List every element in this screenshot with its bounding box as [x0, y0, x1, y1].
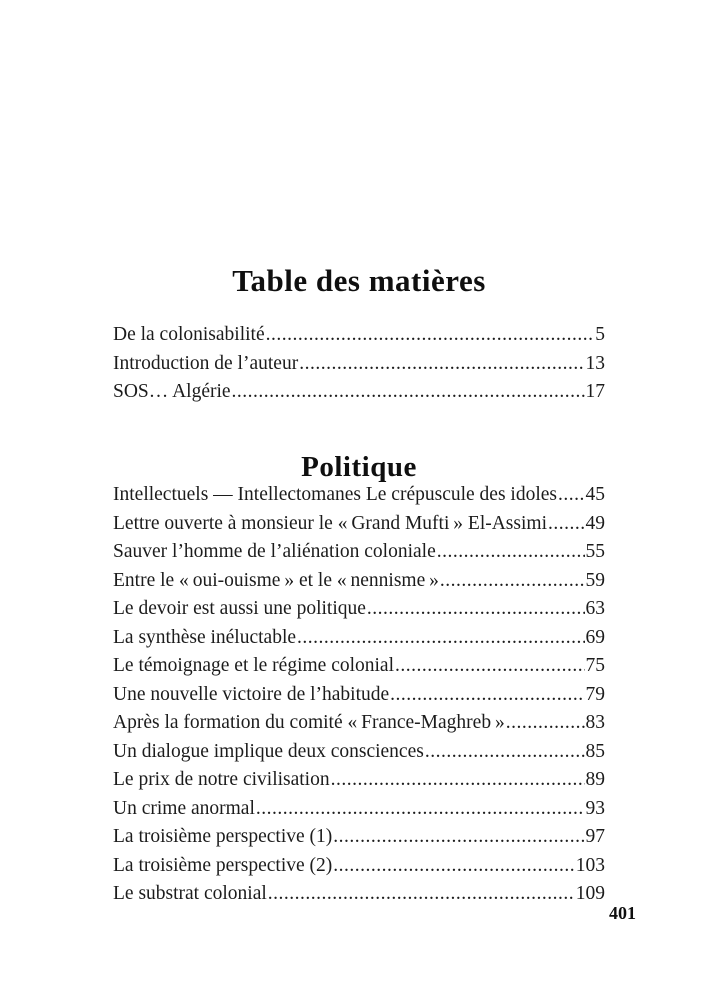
toc-entry-page: 83 — [585, 712, 605, 733]
dot-leader — [440, 567, 585, 596]
toc-entry — [113, 652, 605, 681]
toc-entry-page: 17 — [585, 381, 605, 402]
toc-entry — [113, 624, 605, 653]
toc-entry-label: Un crime anormal — [113, 797, 255, 819]
dot-leader — [390, 681, 584, 710]
toc-entry-label: Le témoignage et le régime colonial — [113, 655, 395, 676]
toc-entry-label: Introduction de l’auteur — [113, 352, 299, 374]
toc-entry — [113, 538, 605, 567]
toc-entry-page: 59 — [585, 569, 605, 591]
toc-entry — [113, 795, 605, 824]
dot-leader — [232, 378, 585, 407]
toc-entry — [113, 481, 605, 510]
page-number: 401 — [609, 903, 636, 923]
toc-entry — [113, 510, 605, 539]
dot-leader — [367, 595, 585, 624]
dot-leader — [333, 852, 574, 881]
toc-entry — [113, 350, 605, 379]
dot-leader — [395, 652, 584, 681]
toc-entry-label: Intellectuels — Intellectomanes Le crépuscule des idoles — [113, 484, 557, 505]
dot-leader — [299, 350, 584, 379]
toc-entry-page: 89 — [585, 769, 605, 790]
toc-entry-page: 45 — [585, 484, 605, 505]
dot-leader — [333, 823, 584, 852]
toc-entry-page: 103 — [575, 854, 605, 876]
dot-leader — [558, 481, 585, 510]
toc-politique-list — [113, 481, 605, 909]
toc-entry-label: Entre le « oui-ouisme » et le « nennisme » — [113, 569, 439, 591]
toc-entry — [113, 681, 605, 710]
dot-leader — [425, 738, 585, 767]
section-heading-politique: Politique — [301, 451, 417, 484]
toc-entry — [113, 709, 605, 738]
toc-entry — [113, 321, 605, 350]
toc-entry-page: 63 — [585, 598, 605, 619]
toc-entry-label: Le devoir est aussi une politique — [113, 598, 366, 619]
toc-entry — [113, 880, 605, 909]
toc-entry-label: La troisième perspective (1) — [113, 826, 333, 847]
dot-leader — [437, 538, 585, 567]
toc-entry — [113, 766, 605, 795]
dot-leader — [256, 795, 585, 824]
toc-entry-label: Lettre ouverte à monsieur le « Grand Mufti » El-Assimi — [113, 512, 547, 534]
dot-leader — [506, 709, 585, 738]
dot-leader — [297, 624, 584, 653]
dot-leader — [266, 321, 595, 350]
dot-leader — [268, 880, 575, 909]
toc-entry — [113, 567, 605, 596]
toc-entry-label: La synthèse inéluctable — [113, 626, 297, 648]
toc-entry — [113, 378, 605, 407]
toc-entry-page: 79 — [585, 683, 605, 705]
toc-entry-label: La troisième perspective (2) — [113, 854, 333, 876]
toc-entry — [113, 823, 605, 852]
toc-entry-page: 97 — [585, 826, 605, 847]
toc-entry-label: De la colonisabilité — [113, 324, 265, 345]
toc-entry-label: SOS… Algérie — [113, 381, 231, 402]
toc-entry-page: 75 — [585, 655, 605, 676]
toc-front-list — [113, 321, 605, 407]
toc-entry-label: Le substrat colonial — [113, 883, 267, 904]
toc-entry-label: Le prix de notre civilisation — [113, 769, 330, 790]
toc-entry-page: 5 — [595, 324, 605, 345]
toc-entry-label: Sauver l’homme de l’aliénation coloniale — [113, 541, 436, 562]
toc-entry-page: 13 — [585, 352, 605, 374]
toc-entry — [113, 595, 605, 624]
toc-entry — [113, 852, 605, 881]
toc-entry — [113, 738, 605, 767]
page-title: Table des matières — [232, 262, 486, 298]
toc-entry-page: 93 — [585, 797, 605, 819]
toc-entry-page: 69 — [585, 626, 605, 648]
toc-entry-label: Après la formation du comité « France-Maghreb » — [113, 712, 505, 733]
dot-leader — [548, 510, 585, 539]
toc-entry-page: 109 — [575, 883, 605, 904]
toc-entry-page: 85 — [585, 740, 605, 762]
toc-entry-page: 55 — [585, 541, 605, 562]
toc-entry-page: 49 — [585, 512, 605, 534]
toc-entry-label: Une nouvelle victoire de l’habitude — [113, 683, 390, 705]
dot-leader — [331, 766, 585, 795]
toc-entry-label: Un dialogue implique deux consciences — [113, 740, 424, 762]
